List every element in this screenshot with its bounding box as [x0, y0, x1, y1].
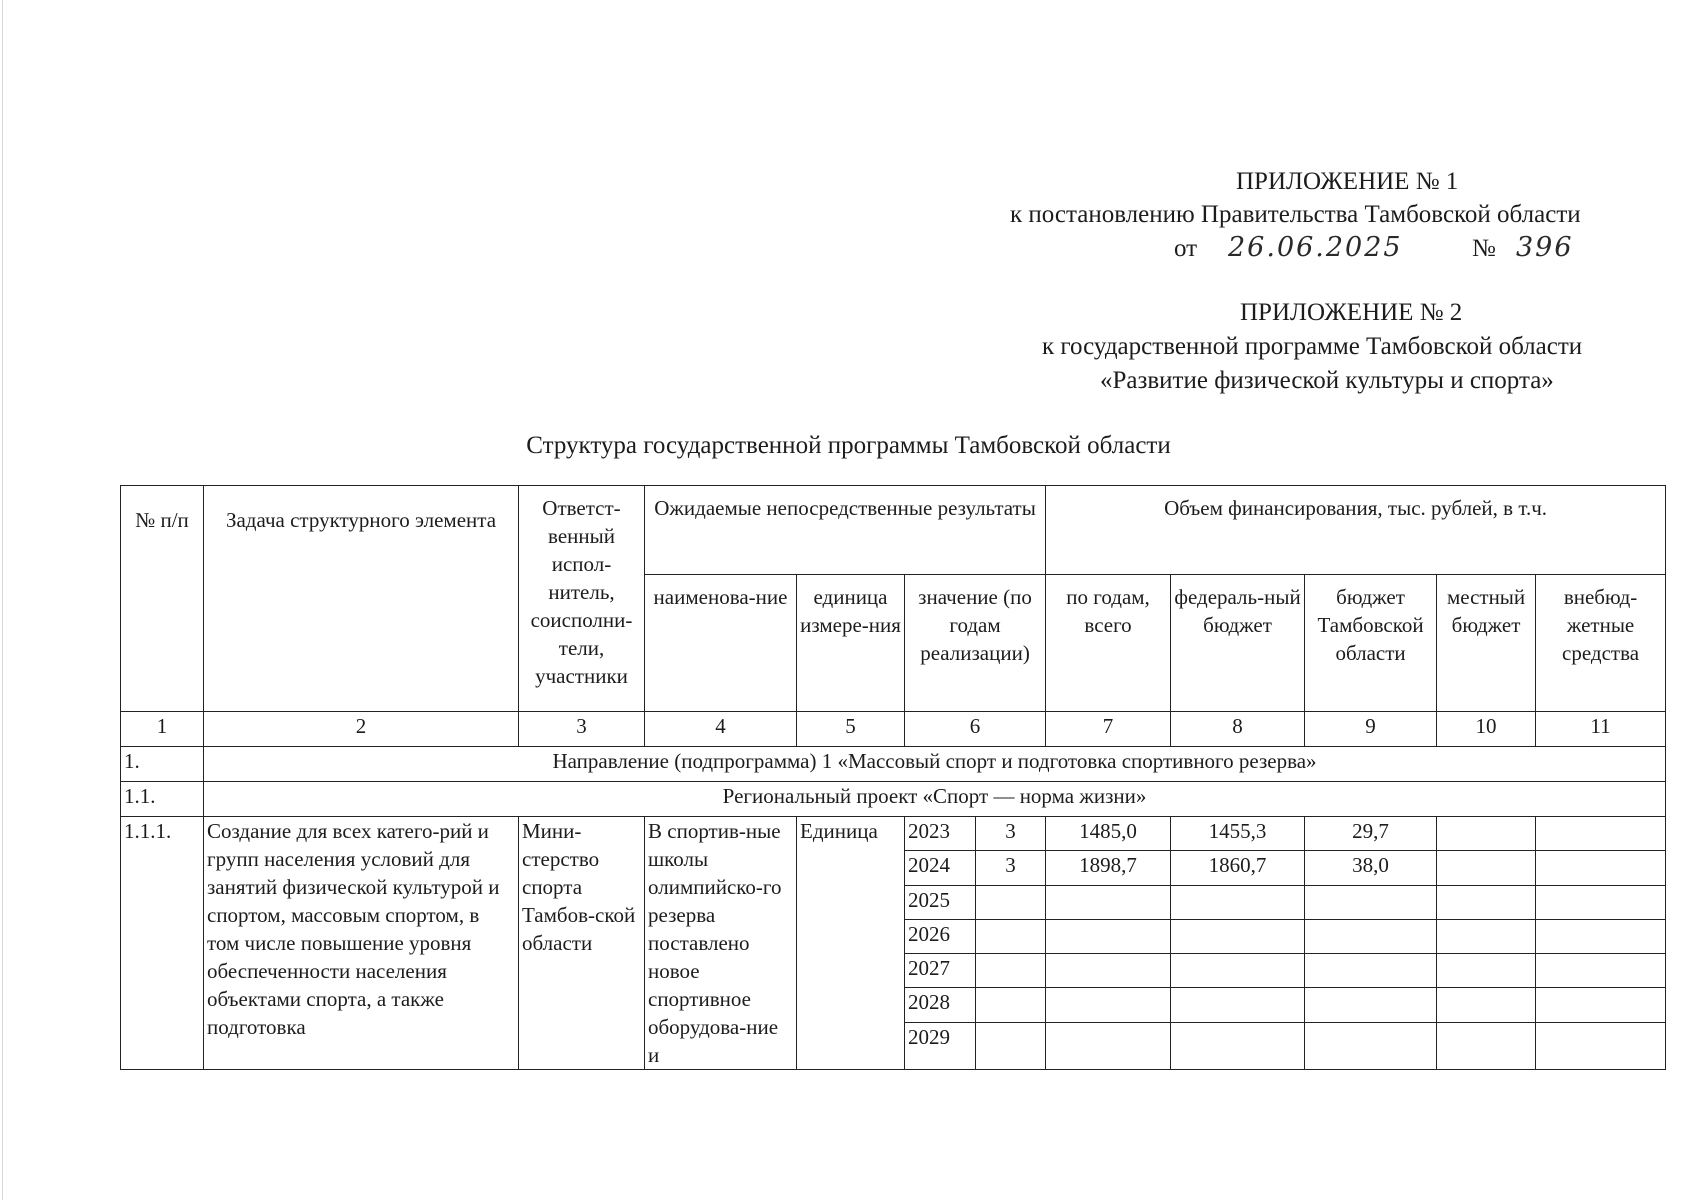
- value-cell: [976, 919, 1046, 953]
- total-cell: 1898,7: [1046, 851, 1171, 885]
- year-cell: 2024: [905, 851, 976, 885]
- regional-cell: [1305, 919, 1437, 953]
- col-number: 3: [519, 712, 645, 747]
- federal-cell: [1171, 988, 1305, 1022]
- regional-cell: 38,0: [1305, 851, 1437, 885]
- year-cell: 2029: [905, 1022, 976, 1069]
- appendix1-line: к постановлению Правительства Тамбовской области: [1010, 201, 1581, 228]
- value-cell: [976, 885, 1046, 919]
- appendix2-line1: к государственной программе Тамбовской области: [1042, 333, 1583, 360]
- extrabudget-cell: [1536, 988, 1666, 1022]
- federal-cell: 1860,7: [1171, 851, 1305, 885]
- federal-cell: [1171, 954, 1305, 988]
- header-value: значение (по годам реализации): [905, 575, 1046, 712]
- col-number: 4: [645, 712, 797, 747]
- appendix2-line2: «Развитие физической культуры и спорта»: [1100, 367, 1554, 394]
- year-cell: 2025: [905, 885, 976, 919]
- item-unit: Единица: [797, 817, 905, 1070]
- regional-cell: [1305, 988, 1437, 1022]
- header-total: по годам, всего: [1046, 575, 1171, 712]
- total-cell: [1046, 885, 1171, 919]
- header-row-1: [121, 486, 1666, 575]
- section-number: 1.1.: [121, 782, 204, 817]
- value-cell: 3: [976, 817, 1046, 851]
- local-cell: [1437, 817, 1536, 851]
- federal-cell: 1455,3: [1171, 817, 1305, 851]
- regional-cell: 29,7: [1305, 817, 1437, 851]
- document-title: Структура государственной программы Тамбовской области: [526, 432, 1171, 459]
- section-row-project: [121, 782, 1666, 817]
- local-cell: [1437, 988, 1536, 1022]
- year-cell: 2028: [905, 988, 976, 1022]
- section-number: 1.: [121, 747, 204, 782]
- extrabudget-cell: [1536, 851, 1666, 885]
- regional-cell: [1305, 1022, 1437, 1069]
- regional-cell: [1305, 954, 1437, 988]
- total-cell: [1046, 954, 1171, 988]
- header-task: Задача структурного элемента: [204, 486, 519, 712]
- col-number: 10: [1437, 712, 1536, 747]
- federal-cell: [1171, 885, 1305, 919]
- extrabudget-cell: [1536, 885, 1666, 919]
- scan-edge-line: [2, 0, 3, 1200]
- header-unit: единица измере-ния: [797, 575, 905, 712]
- local-cell: [1437, 954, 1536, 988]
- year-cell: 2023: [905, 817, 976, 851]
- col-number: 9: [1305, 712, 1437, 747]
- col-number: 5: [797, 712, 905, 747]
- item-task: Создание для всех катего-рий и групп населения условий для занятий физической культурой и спортом, массовым спортом, в том числе повышение уровня обеспеченности населения объектами спорта, а также подготовка: [204, 817, 519, 1070]
- extrabudget-cell: [1536, 817, 1666, 851]
- regional-cell: [1305, 885, 1437, 919]
- value-cell: 3: [976, 851, 1046, 885]
- local-cell: [1437, 851, 1536, 885]
- program-structure-table: [120, 485, 1666, 1070]
- table-row: [121, 817, 1666, 851]
- total-cell: [1046, 1022, 1171, 1069]
- value-cell: [976, 954, 1046, 988]
- total-cell: 1485,0: [1046, 817, 1171, 851]
- col-number: 7: [1046, 712, 1171, 747]
- total-cell: [1046, 988, 1171, 1022]
- column-number-row: [121, 712, 1666, 747]
- header-num: № п/п: [121, 486, 204, 712]
- header-expected-results: Ожидаемые непосредственные результаты: [645, 486, 1046, 575]
- col-number: 6: [905, 712, 1046, 747]
- header-extrabudget: внебюд-жетные средства: [1536, 575, 1666, 712]
- col-number: 1: [121, 712, 204, 747]
- extrabudget-cell: [1536, 919, 1666, 953]
- section-title: Региональный проект «Спорт — норма жизни»: [204, 782, 1666, 817]
- year-cell: 2026: [905, 919, 976, 953]
- item-result-name: В спортив-ные школы олимпийско-го резерва поставлено новое спортивное оборудова-ние и: [645, 817, 797, 1070]
- col-number: 8: [1171, 712, 1305, 747]
- handwritten-date: 26.06.2025: [1228, 232, 1403, 263]
- header-federal: федераль-ный бюджет: [1171, 575, 1305, 712]
- appendix1-number-label: №: [1472, 235, 1496, 262]
- appendix2-title: ПРИЛОЖЕНИЕ № 2: [1240, 299, 1463, 326]
- header-result-name: наименова-ние: [645, 575, 797, 712]
- extrabudget-cell: [1536, 1022, 1666, 1069]
- col-number: 11: [1536, 712, 1666, 747]
- total-cell: [1046, 919, 1171, 953]
- header-local: местный бюджет: [1437, 575, 1536, 712]
- section-row-direction: [121, 747, 1666, 782]
- section-title: Направление (подпрограмма) 1 «Массовый спорт и подготовка спортивного резерва»: [204, 747, 1666, 782]
- appendix1-from-label: от: [1174, 235, 1198, 262]
- item-number: 1.1.1.: [121, 817, 204, 1070]
- handwritten-number: 396: [1516, 232, 1574, 263]
- appendix1-title: ПРИЛОЖЕНИЕ № 1: [1236, 168, 1459, 195]
- federal-cell: [1171, 1022, 1305, 1069]
- federal-cell: [1171, 919, 1305, 953]
- header-regional: бюджет Тамбовской области: [1305, 575, 1437, 712]
- value-cell: [976, 988, 1046, 1022]
- header-responsible: Ответст-венный испол-нитель, соисполни-тели, участники: [519, 486, 645, 712]
- local-cell: [1437, 885, 1536, 919]
- local-cell: [1437, 1022, 1536, 1069]
- year-cell: 2027: [905, 954, 976, 988]
- header-financing: Объем финансирования, тыс. рублей, в т.ч.: [1046, 486, 1666, 575]
- extrabudget-cell: [1536, 954, 1666, 988]
- local-cell: [1437, 919, 1536, 953]
- col-number: 2: [204, 712, 519, 747]
- value-cell: [976, 1022, 1046, 1069]
- item-responsible: Мини-стерство спорта Тамбов-ской области: [519, 817, 645, 1070]
